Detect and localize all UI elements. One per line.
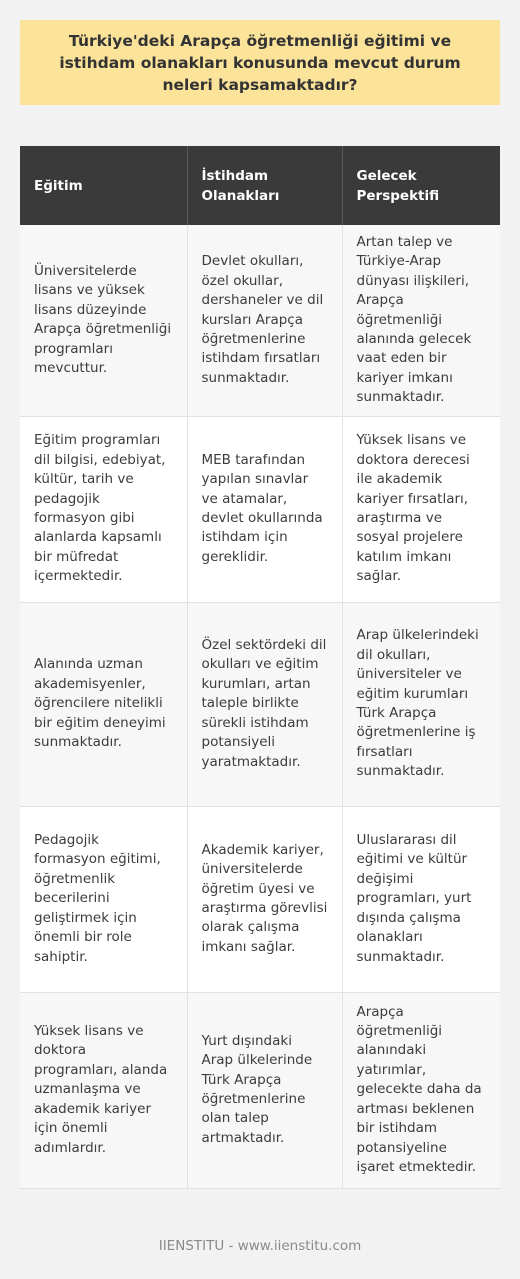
table-header-row (20, 146, 500, 225)
table-row (20, 806, 500, 992)
table-cell: Yüksek lisans ve doktora programları, alanda uzmanlaşma ve akademik kariyer için önemli adımlardır. (20, 992, 187, 1188)
table-cell: Özel sektördeki dil okulları ve eğitim kurumları, artan taleple birlikte sürekli istihdam potansiyeli yaratmaktadır. (187, 602, 342, 806)
title-banner (20, 20, 500, 105)
table-cell: Akademik kariyer, üniversitelerde öğretim üyesi ve araştırma görevlisi olarak çalışma imkanı sağlar. (187, 806, 342, 992)
table-cell: Uluslararası dil eğitimi ve kültür değişimi programları, yurt dışında çalışma olanakları sunmaktadır. (342, 806, 500, 992)
header-employment: İstihdam Olanakları (187, 146, 342, 225)
table-cell: Arap ülkelerindeki dil okulları, üniversiteler ve eğitim kurumları Türk Arapça öğretmenlerine iş fırsatları sunmaktadır. (342, 602, 500, 806)
table-cell: Devlet okulları, özel okullar, dershaneler ve dil kursları Arapça öğretmenlerine istihdam fırsatları sunmaktadır. (187, 225, 342, 416)
table-cell: Artan talep ve Türkiye-Arap dünyası ilişkileri, Arapça öğretmenliği alanında gelecek vaat eden bir kariyer imkanı sunmaktadır. (342, 225, 500, 416)
header-future: Gelecek Perspektifi (342, 146, 500, 225)
info-table (20, 146, 500, 1189)
table-cell: Yurt dışındaki Arap ülkelerinde Türk Arapça öğretmenlerine olan talep artmaktadır. (187, 992, 342, 1188)
table-cell: Yüksek lisans ve doktora derecesi ile akademik kariyer fırsatları, araştırma ve sosyal projelere katılım imkanı sağlar. (342, 416, 500, 602)
table-row (20, 992, 500, 1188)
footer-credit: IIENSTITU - www.iienstitu.com (158, 1238, 362, 1254)
table-row (20, 225, 500, 416)
table-cell: Alanında uzman akademisyenler, öğrencilere nitelikli bir eğitim deneyimi sunmaktadır. (20, 602, 187, 806)
table-row (20, 416, 500, 602)
table-cell: MEB tarafından yapılan sınavlar ve atamalar, devlet okullarında istihdam için gereklidir. (187, 416, 342, 602)
table-row (20, 602, 500, 806)
page-title: Türkiye'deki Arapça öğretmenliği eğitimi ve istihdam olanakları konusunda mevcut durum neleri kapsamaktadır? (59, 31, 461, 94)
table-cell: Üniversitelerde lisans ve yüksek lisans düzeyinde Arapça öğretmenliği programları mevcuttur. (20, 225, 187, 416)
table-cell: Eğitim programları dil bilgisi, edebiyat, kültür, tarih ve pedagojik formasyon gibi alanlarda kapsamlı bir müfredat içermektedir. (20, 416, 187, 602)
header-education: Eğitim (20, 146, 187, 225)
table-cell: Arapça öğretmenliği alanındaki yatırımlar, gelecekte daha da artması beklenen bir istihdam potansiyeline işaret etmektedir. (342, 992, 500, 1188)
table-cell: Pedagojik formasyon eğitimi, öğretmenlik becerilerini geliştirmek için önemli bir role sahiptir. (20, 806, 187, 992)
